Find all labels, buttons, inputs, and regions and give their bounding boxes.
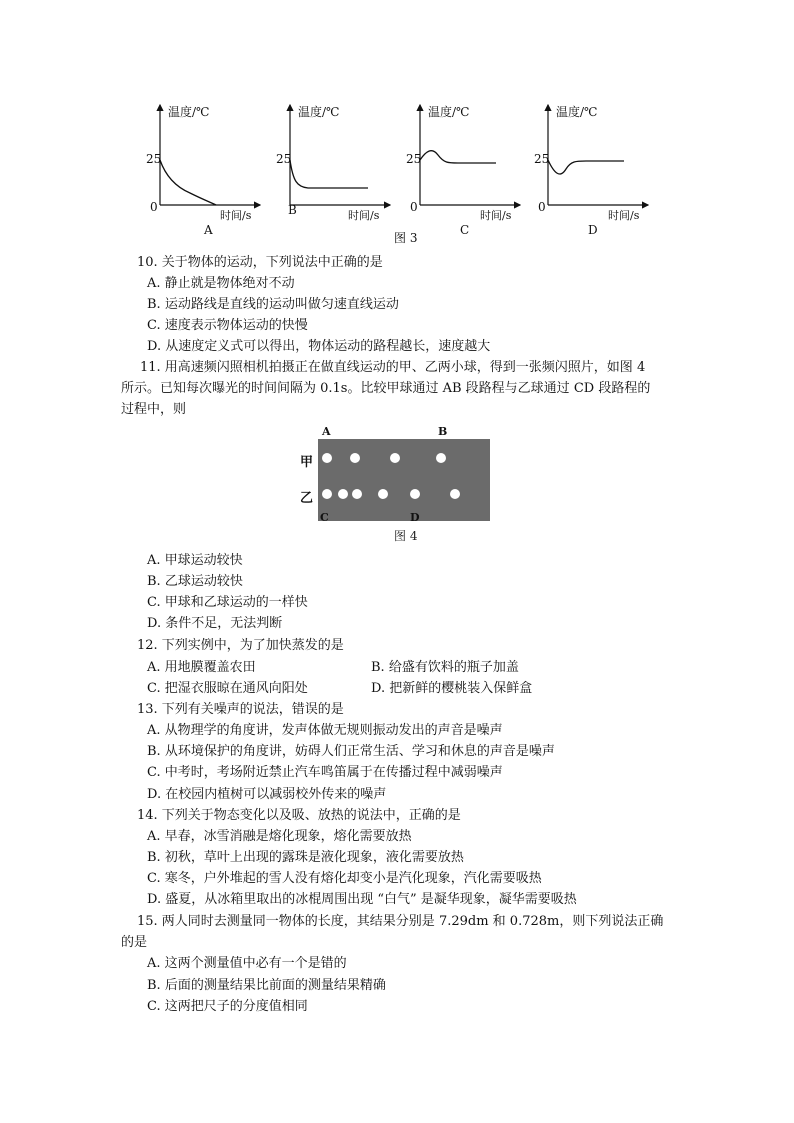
ball-jia-dot	[350, 453, 360, 463]
graph-a-y-label: 温度/℃	[168, 105, 210, 119]
q15-option-b: B. 后面的测量结果比前面的测量结果精确	[147, 978, 386, 993]
row-yi-label: 乙	[300, 491, 314, 506]
q11-option-b: B. 乙球运动较快	[147, 574, 243, 589]
q14-option-b: B. 初秋，草叶上出现的露珠是液化现象，液化需要放热	[147, 850, 464, 865]
ball-yi-dot	[338, 489, 348, 499]
q14-stem: 14. 下列关于物态变化以及吸、放热的说法中，正确的是	[137, 808, 461, 823]
graph-a-origin: 0	[150, 200, 158, 214]
graph-b-tick-25: 25	[276, 152, 292, 166]
graph-d-x-label: 时间/s	[608, 209, 640, 222]
q11-option-d: D. 条件不足，无法判断	[147, 616, 283, 631]
graph-b-y-label: 温度/℃	[298, 105, 340, 119]
q13-option-c: C. 中考时，考场附近禁止汽车鸣笛属于在传播过程中减弱噪声	[147, 765, 503, 780]
graph-c-tick-25: 25	[406, 152, 422, 166]
q11-option-a: A. 甲球运动较快	[147, 553, 243, 568]
q13-option-d: D. 在校园内植树可以减弱校外传来的噪声	[147, 787, 387, 802]
q14-option-a: A. 早春，冰雪消融是熔化现象，熔化需要放热	[147, 829, 412, 844]
point-c-label: C	[320, 511, 329, 524]
ball-yi-dot	[322, 489, 332, 499]
q12-option-c: C. 把湿衣服晾在通风向阳处	[147, 681, 308, 696]
graph-c-x-label: 时间/s	[480, 209, 512, 222]
point-a-label: A	[322, 425, 331, 438]
q13-option-a: A. 从物理学的角度讲，发声体做无规则振动发出的声音是噪声	[147, 723, 503, 738]
q14-option-c: C. 寒冬，户外堆起的雪人没有熔化却变小是汽化现象，汽化需要吸热	[147, 871, 542, 886]
ball-yi-dot	[378, 489, 388, 499]
ball-yi-dot	[352, 489, 362, 499]
graph-a	[160, 105, 260, 205]
graph-c-origin: 0	[410, 200, 418, 214]
graph-b-x-label: 时间/s	[348, 209, 380, 222]
graph-c-y-label: 温度/℃	[428, 105, 470, 119]
strobe-photo	[300, 439, 490, 521]
q13-option-b: B. 从环境保护的角度讲，妨碍人们正常生活、学习和休息的声音是噪声	[147, 744, 555, 759]
point-b-label: B	[438, 425, 448, 438]
graph-b-letter: B	[288, 203, 297, 217]
figure-3	[140, 95, 660, 245]
q10-option-a: A. 静止就是物体绝对不动	[147, 276, 295, 291]
q11-stem-line-2: 所示。已知每次曝光的时间间隔为 0.1s。比较甲球通过 AB 段路程与乙球通过 CD 段路程的	[121, 381, 651, 396]
graph-d-y-label: 温度/℃	[556, 105, 598, 119]
ball-jia-dot	[390, 453, 400, 463]
q10-option-c: C. 速度表示物体运动的快慢	[147, 318, 308, 333]
graph-a-letter: A	[204, 223, 213, 237]
q12-option-a: A. 用地膜覆盖农田	[147, 660, 256, 675]
ball-yi-dot	[450, 489, 460, 499]
q15-stem-line-1: 15. 两人同时去测量同一物体的长度，其结果分别是 7.29dm 和 0.728m，则下列说法正确	[137, 914, 664, 929]
curve-a	[160, 160, 216, 205]
ball-jia-dot	[436, 453, 446, 463]
curve-c	[420, 151, 496, 163]
q15-stem-line-2: 的是	[121, 935, 148, 950]
q10-stem: 10. 关于物体的运动，下列说法中正确的是	[137, 255, 383, 270]
figure-4-caption: 图 4	[394, 529, 418, 543]
q10-option-d: D. 从速度定义式可以得出，物体运动的路程越长，速度越大	[147, 339, 491, 354]
graph-a-x-label: 时间/s	[220, 209, 252, 222]
q12-option-b: B. 给盛有饮料的瓶子加盖	[371, 660, 519, 675]
ball-jia-dot	[322, 453, 332, 463]
figure-3-caption: 图 3	[394, 231, 418, 245]
q11-stem-line-3: 过程中，则	[121, 402, 187, 417]
graph-b	[290, 105, 390, 205]
q13-stem: 13. 下列有关噪声的说法，错误的是	[137, 702, 344, 717]
q12-option-d: D. 把新鲜的樱桃装入保鲜盒	[371, 681, 533, 696]
graph-d-origin: 0	[538, 200, 546, 214]
graph-c-letter: C	[460, 223, 470, 237]
graph-d	[548, 105, 648, 205]
graph-c	[420, 105, 520, 205]
ball-yi-dot	[410, 489, 420, 499]
q11-stem-line-1: 11. 用高速频闪照相机拍摄正在做直线运动的甲、乙两小球，得到一张频闪照片，如图 4	[140, 360, 646, 375]
q15-option-a: A. 这两个测量值中必有一个是错的	[147, 956, 347, 971]
q14-option-d: D. 盛夏，从冰箱里取出的冰棍周围出现 “白气” 是凝华现象，凝华需要吸热	[147, 892, 577, 907]
q10-option-b: B. 运动路线是直线的运动叫做匀速直线运动	[147, 297, 399, 312]
graph-a-tick-25: 25	[146, 152, 162, 166]
graph-d-letter: D	[588, 223, 598, 237]
curve-d	[548, 160, 624, 174]
q11-option-c: C. 甲球和乙球运动的一样快	[147, 595, 308, 610]
q15-option-c: C. 这两把尺子的分度值相同	[147, 999, 308, 1014]
point-d-label: D	[410, 511, 420, 524]
figure-4	[300, 425, 494, 545]
row-jia-label: 甲	[300, 455, 314, 470]
graph-d-tick-25: 25	[534, 152, 550, 166]
q12-stem: 12. 下列实例中，为了加快蒸发的是	[137, 638, 344, 653]
curve-b	[290, 160, 368, 188]
